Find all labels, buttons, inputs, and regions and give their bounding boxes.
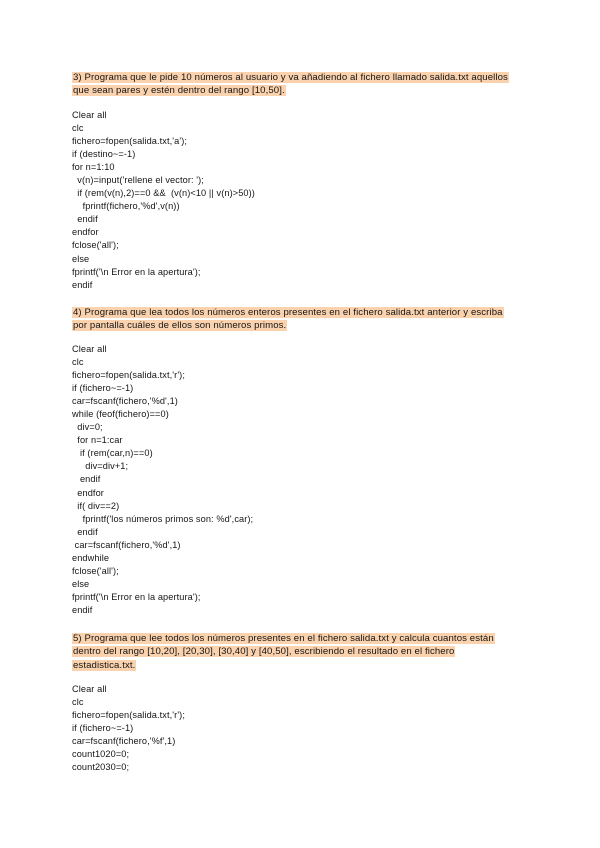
code-line: fprintf('los números primos son: %d',car); — [72, 513, 254, 524]
exercise-5-heading — [72, 632, 512, 672]
code-line: count2030=0; — [72, 762, 130, 773]
code-line: endif — [72, 279, 93, 290]
code-line: v(n)=input('rellene el vector: '); — [72, 175, 204, 186]
code-line: endwhile — [72, 552, 110, 563]
code-line: endif — [72, 604, 93, 615]
exercise-3-heading-text: 3) Programa que le pide 10 números al usuario y va añadiendo al fichero llamado salida.txt aquellos que sean pares y estén dentro del rango [10,50]. — [73, 72, 508, 97]
code-line: fichero=fopen(salida.txt,'r'); — [72, 710, 185, 721]
code-line: for n=1:car — [72, 435, 123, 446]
code-line: else — [72, 253, 90, 264]
code-line: if( div==2) — [72, 500, 120, 511]
code-line: clc — [72, 357, 84, 368]
code-line: if (rem(v(n),2)==0 && (v(n)<10 || v(n)>50)) — [72, 188, 255, 199]
code-line: if (destino~=-1) — [72, 149, 136, 160]
code-line: else — [72, 578, 90, 589]
code-line: fprintf('\n Error en la apertura'); — [72, 266, 201, 277]
exercise-3-heading — [72, 71, 512, 98]
code-line: while (feof(fichero)==0) — [72, 409, 169, 420]
exercise-4-heading-text: 4) Programa que lea todos los números enteros presentes en el fichero salida.txt anterior y escriba por pantalla cuáles de ellos son números primos. — [73, 307, 503, 332]
code-line: car=fscanf(fichero,'%d',1) — [72, 539, 181, 550]
code-line: fichero=fopen(salida.txt,'r'); — [72, 370, 185, 381]
code-line: endfor — [72, 487, 104, 498]
exercise-3-code — [72, 109, 512, 292]
code-line: car=fscanf(fichero,'%d',1) — [72, 396, 178, 407]
code-line: count1020=0; — [72, 749, 130, 760]
code-line: if (rem(car,n)==0) — [72, 448, 153, 459]
code-line: for n=1:10 — [72, 162, 115, 173]
code-line: fclose('all'); — [72, 240, 119, 251]
code-line: Clear all — [72, 110, 107, 120]
code-line: if (fichero~=-1) — [72, 723, 134, 734]
code-line: endif — [72, 526, 98, 537]
code-line: car=fscanf(fichero,'%f',1) — [72, 736, 176, 747]
code-line: clc — [72, 697, 84, 708]
exercise-4-heading — [72, 306, 512, 333]
code-line: div=0; — [72, 422, 103, 433]
code-line: fichero=fopen(salida.txt,'a'); — [72, 136, 188, 147]
code-line: endif — [72, 214, 98, 225]
code-line: fclose('all'); — [72, 565, 119, 576]
code-line: Clear all — [72, 684, 107, 694]
code-line: if (fichero~=-1) — [72, 383, 134, 394]
code-line: endfor — [72, 227, 99, 238]
code-line: div=div+1; — [72, 461, 129, 472]
code-line: clc — [72, 123, 84, 134]
exercise-5-code — [72, 683, 512, 774]
code-line: fprintf('\n Error en la apertura'); — [72, 591, 201, 602]
code-line: fprintf(fichero,'%d',v(n)) — [72, 201, 180, 212]
exercise-4-code — [72, 343, 512, 617]
code-line: endif — [72, 474, 101, 485]
exercise-5-heading-text: 5) Programa que lee todos los números presentes en el fichero salida.txt y calcula cuantos están dentro del rango [10,20], [20,30], [30,40] y [40,50], escribiendo el resultado en el fichero estadistica.txt. — [73, 633, 494, 671]
code-line: Clear all — [72, 344, 107, 354]
